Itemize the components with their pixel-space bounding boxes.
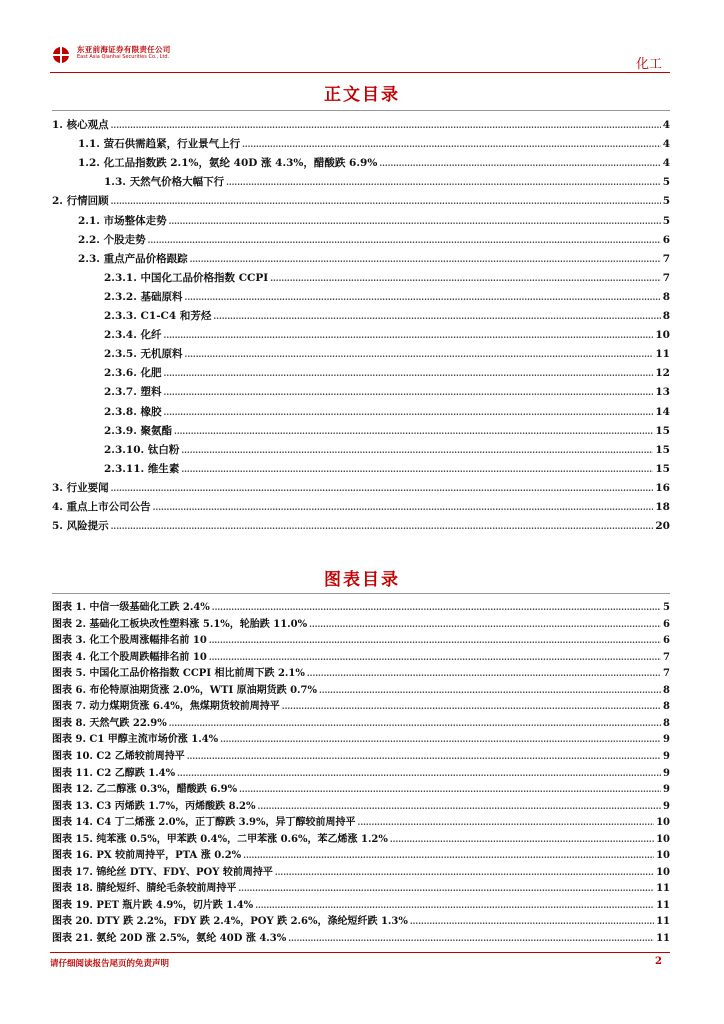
toc-entry[interactable]: [104, 442, 670, 460]
figures-title-divider: [52, 593, 670, 594]
toc-entry[interactable]: [104, 174, 670, 192]
toc-entry[interactable]: [52, 518, 670, 536]
toc-entry[interactable]: [104, 365, 670, 383]
toc-entry-page: 15: [655, 424, 670, 437]
toc-entry[interactable]: [78, 251, 670, 269]
toc-entry-page: 15: [655, 443, 670, 456]
toc-entry-page: 12: [655, 367, 670, 380]
sector-label: 化工: [635, 57, 662, 72]
figure-entry[interactable]: [52, 747, 670, 765]
figure-entry-label: 图表 4. 化工个股周跌幅排名前 10: [52, 651, 207, 663]
toc-entry-label: 5. 风险提示: [52, 520, 109, 533]
toc-entry-label: 2.3. 重点产品价格跟踪: [78, 252, 188, 265]
figure-entry[interactable]: [52, 714, 670, 732]
figure-entry-label: 图表 2. 基础化工板块改性塑料涨 5.1%，轮胎跌 11.0%: [52, 618, 308, 630]
toc-entry-label: 2.3.1. 中国化工品价格指数 CCPI: [104, 271, 269, 284]
figure-entry-page: 8: [663, 684, 670, 696]
toc-entry[interactable]: [104, 308, 670, 326]
toc-entry-label: 1.1. 萤石供需趋紧，行业景气上行: [78, 138, 241, 151]
toc-entry[interactable]: [78, 155, 670, 173]
toc-entry-page: 15: [655, 462, 670, 475]
toc-leader-dots: [190, 254, 661, 264]
figure-leader-dots: [410, 916, 654, 926]
toc-leader-dots: [270, 273, 660, 283]
figure-entry-page: 11: [656, 933, 670, 944]
figure-entry-page: 11: [656, 883, 670, 895]
figure-entry-label: 图表 14. C4 丁二烯涨 2.0%，正丁醇跌 3.9%，异丁醇较前周持平: [52, 817, 356, 829]
toc-entry[interactable]: [52, 480, 670, 498]
toc-leader-dots: [148, 235, 661, 245]
toc-entry-page: 14: [655, 405, 670, 418]
figure-leader-dots: [239, 784, 661, 794]
toc-leader-dots: [181, 445, 653, 455]
toc-entry-label: 1. 核心观点: [52, 119, 109, 131]
figure-entry-page: 7: [663, 668, 670, 680]
toc-entry-page: 5: [662, 195, 670, 208]
figure-leader-dots: [177, 768, 661, 778]
figure-entry[interactable]: [52, 631, 670, 649]
toc-leader-dots: [111, 120, 661, 130]
toc-entry-label: 2.1. 市场整体走势: [78, 214, 167, 227]
toc-leader-dots: [379, 158, 660, 168]
figure-entry[interactable]: [52, 879, 670, 897]
figure-entry-page: 9: [663, 800, 670, 812]
toc-entry-label: 2.3.6. 化肥: [104, 367, 162, 380]
figure-entry-label: 图表 10. C2 乙烯较前周持平: [52, 750, 185, 762]
figure-entry-label: 图表 9. C1 甲醇主流市场价涨 1.4%: [52, 734, 219, 746]
figure-entry-page: 8: [663, 701, 670, 713]
toc-entry-page: 10: [655, 329, 670, 342]
toc-entry[interactable]: [104, 423, 670, 441]
figure-entry[interactable]: [52, 730, 670, 748]
figure-entry-page: 11: [656, 916, 670, 928]
company-name-en: East Asia Qianhai Securities Co., Ltd.: [77, 54, 170, 60]
figure-leader-dots: [212, 602, 661, 612]
toc-leader-dots: [242, 139, 661, 149]
figure-entry[interactable]: [52, 681, 670, 699]
figure-entry-page: 8: [663, 717, 670, 729]
figure-entry[interactable]: [52, 615, 670, 633]
toc-entry[interactable]: [78, 136, 670, 154]
toc-entry-page: 7: [662, 252, 670, 265]
figure-leader-dots: [187, 751, 661, 761]
figure-entry[interactable]: [52, 896, 670, 914]
header-divider: [50, 72, 670, 73]
toc-entry-page: 4: [662, 119, 670, 131]
figure-entry-label: 图表 3. 化工个股周涨幅排名前 10: [52, 635, 207, 647]
toc-leader-dots: [185, 349, 654, 359]
toc-entry-page: 5: [662, 214, 670, 227]
toc-entry-page: 8: [662, 290, 670, 303]
figure-leader-dots: [220, 734, 661, 744]
toc-leader-dots: [169, 216, 661, 226]
figure-entry-page: 6: [663, 618, 670, 630]
footer-disclaimer: 请仔细阅读报告尾页的免责声明: [50, 959, 170, 969]
figure-entry-page: 11: [656, 899, 670, 911]
figure-entry[interactable]: [52, 929, 670, 947]
toc-entry-page: 4: [662, 157, 670, 170]
toc-entry[interactable]: [104, 461, 670, 479]
toc-entry-label: 4. 重点上市公司公告: [52, 501, 151, 513]
figure-entry-page: 9: [663, 734, 670, 746]
toc-entry-label: 2.3.8. 橡胶: [104, 405, 162, 418]
toc-entry[interactable]: [104, 270, 670, 288]
toc-entry[interactable]: [52, 117, 670, 135]
figure-entry[interactable]: [52, 863, 670, 881]
figures-title: 图表目录: [324, 570, 400, 590]
toc-entry-label: 1.2. 化工品指数跌 2.1%，氨纶 40D 涨 4.3%，醋酸跌 6.9%: [78, 157, 378, 170]
figure-entry-label: 图表 18. 腈纶短纤、腈纶毛条较前周持平: [52, 883, 237, 895]
toc-entry-page: 20: [655, 520, 670, 533]
toc-entry-label: 2.3.3. C1-C4 和芳烃: [104, 310, 212, 322]
toc-entry-label: 2.3.2. 基础原料: [104, 290, 183, 303]
company-logo-icon: [50, 44, 72, 66]
figure-entry[interactable]: [52, 697, 670, 715]
figure-entry[interactable]: [52, 648, 670, 666]
toc-entry-label: 2.3.10. 钛白粉: [104, 443, 180, 456]
toc-entry[interactable]: [52, 499, 670, 517]
figure-entry-label: 图表 15. 纯苯涨 0.5%，甲苯跌 0.4%，二甲苯涨 0.6%，苯乙烯涨 1.2%: [52, 833, 388, 845]
figure-leader-dots: [258, 801, 662, 811]
toc-entry-page: 11: [655, 348, 670, 361]
toc-entry-page: 16: [655, 481, 670, 494]
figure-leader-dots: [319, 685, 661, 695]
figure-leader-dots: [309, 619, 661, 629]
figure-entry-page: 9: [663, 767, 670, 779]
figure-entry-page: 10: [656, 817, 670, 829]
toc-entry[interactable]: [104, 404, 670, 422]
toc-entry[interactable]: [78, 232, 670, 250]
toc-entry-label: 2.3.9. 聚氨酯: [104, 424, 173, 437]
figure-leader-dots: [169, 718, 661, 728]
figure-leader-dots: [288, 933, 654, 943]
toc-leader-dots: [174, 426, 653, 436]
figure-leader-dots: [243, 850, 654, 860]
figure-entry[interactable]: [52, 813, 670, 831]
figure-entry-page: 10: [656, 833, 670, 845]
toc-entry-label: 2.2. 个股走势: [78, 233, 146, 246]
toc-entry[interactable]: [104, 346, 670, 364]
figure-entry[interactable]: [52, 830, 670, 848]
toc-leader-dots: [181, 464, 653, 474]
figure-entry-page: 10: [656, 866, 670, 878]
toc-entry-label: 2. 行情回顾: [52, 195, 109, 208]
figure-entry-label: 图表 12. 乙二醇涨 0.3%，醋酸跌 6.9%: [52, 784, 238, 796]
toc-title: 正文目录: [324, 85, 400, 105]
toc-entry-page: 6: [662, 233, 670, 246]
toc-entry[interactable]: [104, 384, 670, 402]
toc-leader-dots: [111, 483, 654, 493]
toc-entry-label: 2.3.11. 维生素: [104, 462, 180, 475]
figure-leader-dots: [275, 867, 654, 877]
figure-entry-label: 图表 1. 中信一级基础化工跌 2.4%: [52, 602, 210, 613]
figure-entry[interactable]: [52, 912, 670, 930]
figure-entry-page: 9: [663, 750, 670, 762]
toc-entry-label: 3. 行业要闻: [52, 481, 109, 494]
toc-leader-dots: [111, 196, 661, 206]
toc-leader-dots: [153, 502, 654, 512]
toc-leader-dots: [164, 407, 654, 417]
toc-entry-label: 2.3.4. 化纤: [104, 329, 162, 342]
toc-entry-page: 5: [662, 176, 670, 189]
figure-entry-label: 图表 21. 氨纶 20D 涨 2.5%，氨纶 40D 涨 4.3%: [52, 933, 287, 944]
toc-entry-page: 4: [662, 138, 670, 151]
toc-entry[interactable]: [78, 213, 670, 231]
toc-entry-page: 8: [662, 310, 670, 322]
toc-entry[interactable]: [104, 327, 670, 345]
figure-entry-label: 图表 6. 布伦特原油期货涨 2.0%，WTI 原油期货跌 0.7%: [52, 684, 317, 696]
toc-entry[interactable]: [52, 193, 670, 211]
toc-entry-label: 1.3. 天然气价格大幅下行: [104, 176, 225, 189]
toc-entry-label: 2.3.5. 无机原料: [104, 348, 183, 361]
figure-entry-page: 5: [663, 602, 670, 613]
toc-title-divider: [52, 110, 670, 111]
figure-entry-page: 7: [663, 651, 670, 663]
toc-entry-page: 13: [655, 386, 670, 399]
figure-entry[interactable]: [52, 797, 670, 815]
figure-leader-dots: [282, 701, 661, 711]
toc-entry-label: 2.3.7. 塑料: [104, 386, 162, 399]
figure-entry[interactable]: [52, 664, 670, 682]
figure-entry-label: 图表 8. 天然气跌 22.9%: [52, 717, 167, 729]
figure-leader-dots: [390, 834, 654, 844]
figure-entry-label: 图表 17. 锦纶丝 DTY、FDY、POY 较前周持平: [52, 866, 273, 878]
page-header: [50, 38, 670, 72]
figure-entry-page: 9: [663, 784, 670, 796]
page-number: 2: [655, 956, 662, 967]
figure-entry-page: 10: [656, 850, 670, 862]
toc-leader-dots: [111, 521, 654, 531]
figure-entry-label: 图表 20. DTY 跌 2.2%，FDY 跌 2.4%，POY 跌 2.6%，涤纶短纤跌 1.3%: [52, 916, 408, 928]
company-name-cn: 东亚前海证券有限责任公司: [77, 45, 171, 54]
toc-leader-dots: [185, 292, 661, 302]
figure-leader-dots: [209, 652, 661, 662]
figure-entry-label: 图表 13. C3 丙烯跌 1.7%，丙烯酸跌 8.2%: [52, 800, 256, 812]
toc-entry-page: 18: [655, 501, 670, 513]
figure-entry-label: 图表 16. PX 较前周持平，PTA 涨 0.2%: [52, 850, 242, 862]
footer-divider: [50, 952, 670, 953]
figure-entry-label: 图表 5. 中国化工品价格指数 CCPI 相比前周下跌 2.1%: [52, 668, 305, 680]
figure-leader-dots: [255, 900, 654, 910]
figure-leader-dots: [209, 635, 661, 645]
toc-leader-dots: [164, 368, 654, 378]
figure-entry[interactable]: [52, 764, 670, 782]
toc-leader-dots: [213, 311, 660, 321]
toc-leader-dots: [164, 387, 654, 397]
figure-entry-label: 图表 7. 动力煤期货涨 6.4%，焦煤期货较前周持平: [52, 701, 280, 713]
toc-entry[interactable]: [104, 289, 670, 307]
figure-entry-page: 6: [663, 635, 670, 647]
figure-leader-dots: [238, 883, 654, 893]
figure-leader-dots: [307, 668, 661, 678]
toc-entry-page: 7: [662, 271, 670, 284]
figure-entry-label: 图表 11. C2 乙醇跌 1.4%: [52, 767, 176, 779]
toc-leader-dots: [226, 177, 661, 187]
figure-entry-label: 图表 19. PET 瓶片跌 4.9%，切片跌 1.4%: [52, 899, 254, 911]
toc-leader-dots: [164, 330, 654, 340]
figure-entry[interactable]: [52, 598, 670, 616]
figure-entry[interactable]: [52, 780, 670, 798]
figure-entry[interactable]: [52, 846, 670, 864]
figure-leader-dots: [358, 817, 655, 827]
